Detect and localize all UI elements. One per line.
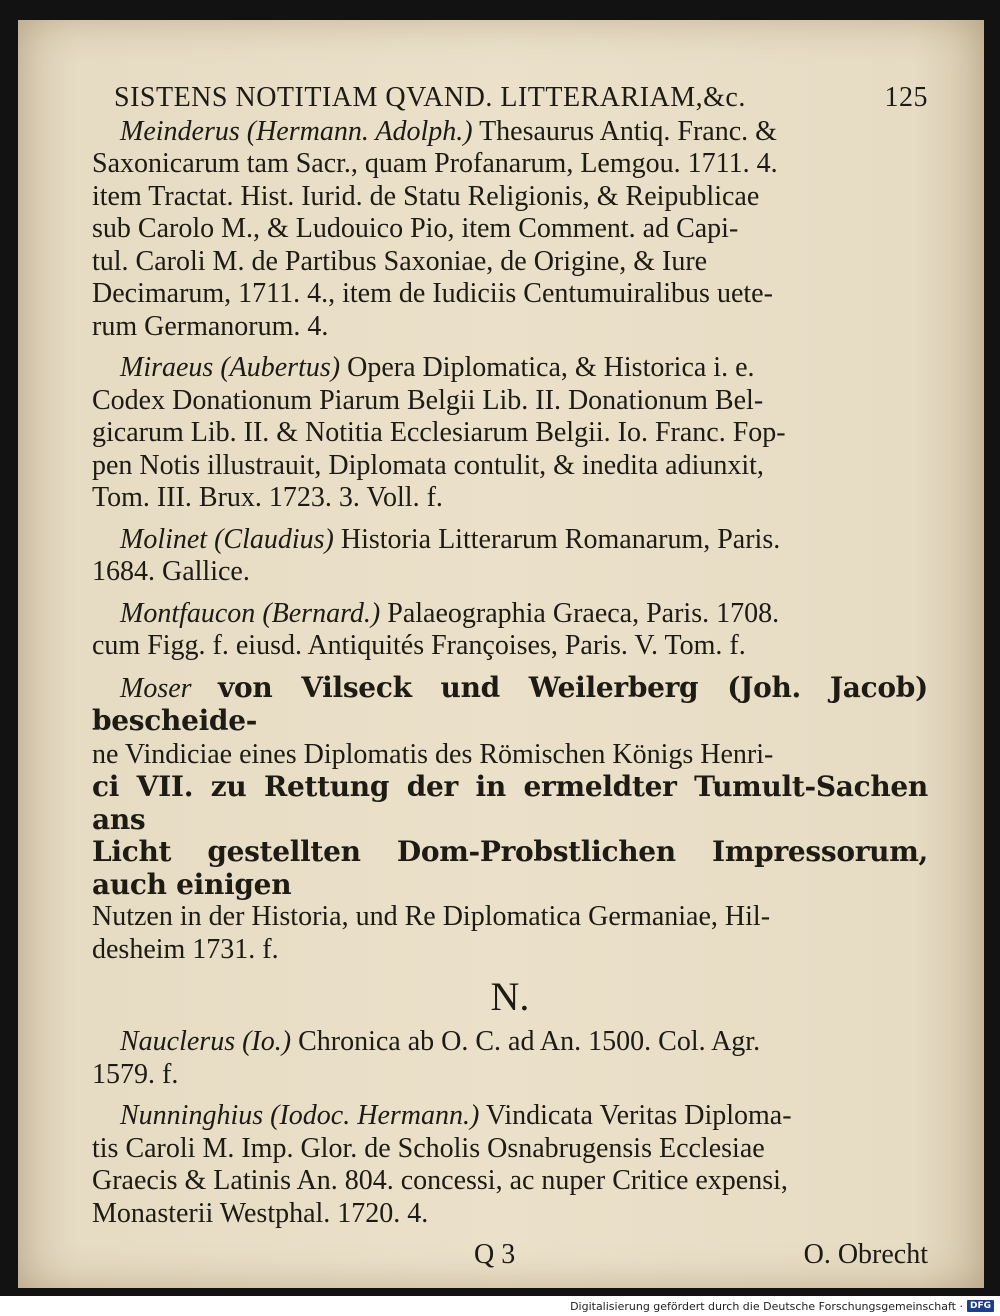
entry-author: Nauclerus — [120, 1026, 236, 1057]
entry-author: Montfaucon — [120, 597, 256, 629]
page-footer — [92, 1239, 928, 1272]
entry-line: Opera Diplomatica, & Historica i. e. — [347, 352, 755, 383]
entry-line: pen Notis illustrauit, Diplomata contulit, & inedita adiunxit, — [92, 449, 764, 481]
entry-nunninghius — [92, 1100, 928, 1230]
digitization-credit: Digitalisierung gefördert durch die Deutsche Forschungsgemeinschaft · — [570, 1299, 963, 1313]
digitization-bar — [0, 1296, 1000, 1315]
entry-line: Saxonicarum tam Sacr., quam Profanarum, Lemgou. 1711. 4. — [92, 148, 778, 179]
entry-line: Monasterii Westphal. 1720. 4. — [92, 1197, 429, 1229]
entry-montfaucon — [92, 598, 928, 663]
entry-line: rum Germanorum. 4. — [92, 310, 329, 342]
entry-line: Thesaurus Antiq. Franc. & — [479, 115, 777, 147]
entry-line: Nutzen in der Historia, und Re Diplomatica Germaniae, Hil- — [92, 901, 771, 932]
entry-author: Moser — [120, 672, 192, 704]
entry-line: Chronica ab O. C. ad An. 1500. Col. Agr. — [298, 1026, 761, 1057]
entry-line: Tom. III. Brux. 1723. 3. Voll. f. — [92, 482, 443, 513]
entry-author: Nunninghius — [120, 1100, 264, 1131]
entry-line: Historia Litterarum Romanarum, Paris. — [340, 523, 781, 555]
entry-moser — [92, 672, 928, 967]
page-text-block — [92, 82, 928, 1272]
entry-author-detail: (Claudius) — [214, 523, 334, 555]
dfg-logo-icon: DFG — [967, 1300, 994, 1312]
running-head — [114, 82, 928, 115]
signature-mark: Q 3 — [474, 1239, 516, 1270]
entry-line: cum Figg. f. eiusd. Antiquités Françoises, Paris. V. Tom. f. — [92, 630, 746, 661]
entry-author-detail: (Hermann. Adolph.) — [246, 115, 473, 147]
entry-line: sub Carolo M., & Ludouico Pio, item Comment. ad Capi- — [92, 213, 739, 244]
entry-line: Licht gestellten Dom-Probstlichen Impressorum, auch einigen — [92, 835, 928, 901]
entry-line: ne Vindiciae eines Diplomatis des Römischen Königs Henri- — [92, 738, 774, 770]
entry-line: Decimarum, 1711. 4., item de Iudiciis Centumuiralibus uete- — [92, 278, 773, 309]
book-page — [18, 20, 984, 1288]
entry-author: Miraeus — [120, 352, 214, 383]
entry-meinderus — [92, 116, 928, 344]
section-letter: N. — [490, 974, 530, 1019]
entry-line: 1579. f. — [92, 1058, 179, 1090]
entry-line: 1684. Gallice. — [92, 556, 250, 587]
entry-author-detail: (Aubertus) — [220, 352, 341, 383]
page-number: 125 — [884, 82, 928, 113]
entry-author-detail: (Iodoc. Hermann.) — [270, 1100, 480, 1131]
entry-line: desheim 1731. f. — [92, 933, 279, 965]
running-head-title: SISTENS NOTITIAM QVAND. LITTERARIAM,&c. — [114, 82, 746, 113]
entry-author: Meinderus — [120, 115, 240, 147]
entry-line: tis Caroli M. Imp. Glor. de Scholis Osnabrugensis Ecclesiae — [92, 1132, 765, 1164]
entry-nauclerus — [92, 1026, 928, 1091]
entry-line: Palaeographia Graeca, Paris. 1708. — [387, 597, 780, 629]
entry-line: Codex Donationum Piarum Belgii Lib. II. Donationum Bel- — [92, 384, 764, 416]
entry-author: Molinet — [120, 523, 208, 555]
entry-line: Vindicata Veritas Diploma- — [485, 1100, 792, 1131]
entry-line: gicarum Lib. II. & Notitia Ecclesiarum Belgii. Io. Franc. Fop- — [92, 417, 786, 448]
entry-author-detail: (Bernard.) — [262, 597, 381, 629]
entry-line: ci VII. zu Rettung der in ermeldter Tumult-Sachen ans — [92, 770, 928, 836]
catchword: O. Obrecht — [803, 1239, 928, 1270]
entry-miraeus — [92, 352, 928, 515]
entry-author-detail: (Io.) — [242, 1026, 292, 1057]
entry-line: von Vilseck und Weilerberg (Joh. Jacob) bescheide- — [92, 670, 928, 737]
entry-line: item Tractat. Hist. Iurid. de Statu Religionis, & Reipublicae — [92, 180, 760, 212]
entry-line: Graecis & Latinis An. 804. concessi, ac nuper Critice expensi, — [92, 1165, 788, 1196]
entry-line: tul. Caroli M. de Partibus Saxoniae, de Origine, & Iure — [92, 245, 708, 277]
entry-molinet — [92, 524, 928, 589]
